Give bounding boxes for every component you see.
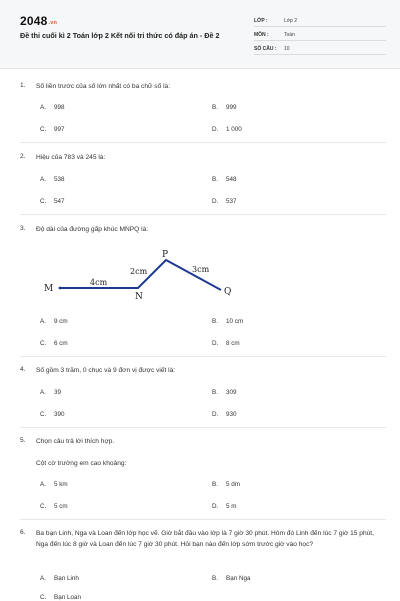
option-letter: D. [212, 340, 219, 347]
divider [20, 427, 386, 428]
option-letter: B. [212, 104, 218, 111]
q4-option-a[interactable] [40, 389, 61, 396]
logo-suffix: .vn [48, 20, 58, 26]
q1-option-d[interactable] [212, 126, 242, 133]
question-number: 4. [20, 366, 26, 373]
q1-option-b[interactable] [212, 104, 237, 111]
meta-class-label: LỚP : [254, 18, 268, 24]
question-number: 1. [20, 82, 26, 89]
option-letter: B. [212, 575, 218, 582]
question-number: 5. [20, 437, 26, 444]
label-pq-length: 3cm [192, 265, 210, 274]
option-text: Bạn Linh [54, 575, 79, 582]
option-letter: C. [40, 198, 47, 205]
option-text: 39 [54, 389, 62, 396]
question-text: Chọn câu trả lời thích hợp. [36, 438, 115, 445]
option-text: 548 [226, 176, 237, 183]
q3-option-d[interactable] [212, 340, 240, 347]
question-subtext: Cột cờ trường em cao khoảng: [36, 460, 127, 467]
meta-class [254, 15, 386, 27]
label-m: M [44, 284, 54, 294]
meta-class-value: Lớp 2 [284, 18, 298, 24]
option-letter: C. [40, 594, 47, 601]
option-letter: B. [212, 318, 218, 325]
option-letter: A. [40, 176, 46, 183]
option-letter: A. [40, 318, 46, 325]
option-letter: A. [40, 575, 46, 582]
polyline-figure [40, 246, 240, 306]
site-logo[interactable] [20, 14, 57, 28]
q5-option-d[interactable] [212, 503, 237, 510]
option-text: 999 [226, 104, 237, 111]
q6-option-b[interactable] [212, 575, 251, 582]
option-text: Bạn Loan [54, 594, 81, 601]
option-letter: C. [40, 503, 47, 510]
label-p: P [162, 250, 169, 260]
option-letter: B. [212, 176, 218, 183]
option-text: 5 m [226, 503, 237, 510]
meta-subject-value: Toán [284, 32, 295, 38]
meta-count-label: SỐ CÂU : [254, 46, 277, 52]
option-letter: A. [40, 389, 46, 396]
option-letter: D. [212, 411, 219, 418]
q1-option-c[interactable] [40, 126, 65, 133]
question-number: 6. [20, 529, 26, 536]
divider [20, 356, 386, 357]
q4-option-c[interactable] [40, 411, 65, 418]
question-text: Hiệu của 783 và 245 là: [36, 154, 106, 161]
exam-header [0, 0, 400, 69]
q3-option-b[interactable] [212, 318, 243, 325]
label-q: Q [224, 287, 232, 297]
option-letter: A. [40, 481, 46, 488]
q2-option-a[interactable] [40, 176, 65, 183]
label-mn-length: 4cm [90, 278, 108, 287]
meta-count [254, 43, 386, 55]
option-text: 9 cm [54, 318, 68, 325]
question-text: Ba bạn Linh, Nga và Loan đến lớp học vẽ. Giờ bắt đầu vào lớp là 7 giờ 30 phút. Hôm đó Linh đến lúc 7 giờ 15 phút, Nga đến lúc 8 giờ và Loan đến lúc 7 giờ 30 phút. Hỏi bạn nào đến lớp sớm trước giờ vào học? [36, 530, 374, 548]
option-text: 547 [54, 198, 65, 205]
option-text: 997 [54, 126, 65, 133]
logo-text: 2048 [20, 14, 48, 28]
option-text: 6 cm [54, 340, 68, 347]
q6-option-a[interactable] [40, 575, 79, 582]
option-letter: D. [212, 198, 219, 205]
option-letter: C. [40, 126, 47, 133]
q4-option-d[interactable] [212, 411, 237, 418]
option-text: Bạn Nga [226, 575, 251, 582]
question-number: 2. [20, 153, 26, 160]
q5-option-c[interactable] [40, 503, 68, 510]
exam-title: Đề thi cuối kì 2 Toán lớp 2 Kết nối tri thức có đáp án - Đề 2 [20, 31, 220, 40]
question-number: 3. [20, 225, 26, 232]
question-text: Số gồm 3 trăm, 0 chục và 9 đơn vị được viết là: [36, 367, 176, 374]
question-text: Độ dài của đường gấp khúc MNPQ là: [36, 226, 149, 233]
point-m [59, 287, 62, 290]
divider [20, 519, 386, 520]
q1-option-a[interactable] [40, 104, 65, 111]
option-text: 390 [54, 411, 65, 418]
q2-option-b[interactable] [212, 176, 237, 183]
q5-option-b[interactable] [212, 481, 240, 488]
exam-meta [254, 15, 386, 57]
meta-subject-label: MÔN : [254, 32, 269, 38]
divider [20, 214, 386, 215]
option-text: 5 dm [226, 481, 240, 488]
meta-count-value: 10 [284, 46, 290, 52]
q3-option-c[interactable] [40, 340, 68, 347]
option-letter: A. [40, 104, 46, 111]
label-n: N [135, 292, 143, 302]
option-letter: D. [212, 503, 219, 510]
divider [20, 142, 386, 143]
option-text: 538 [54, 176, 65, 183]
option-letter: C. [40, 411, 47, 418]
option-letter: D. [212, 126, 219, 133]
option-text: 998 [54, 104, 65, 111]
meta-subject [254, 29, 386, 41]
option-text: 5 cm [54, 503, 68, 510]
question-text: Số liền trước của số lớn nhất có ba chữ số là: [36, 83, 171, 90]
q2-option-d[interactable] [212, 198, 237, 205]
label-np-length: 2cm [130, 267, 148, 276]
option-text: 537 [226, 198, 237, 205]
q3-option-a[interactable] [40, 318, 68, 325]
q4-option-b[interactable] [212, 389, 237, 396]
option-letter: B. [212, 481, 218, 488]
option-letter: B. [212, 389, 218, 396]
option-text: 309 [226, 389, 237, 396]
option-text: 10 cm [226, 318, 244, 325]
option-text: 5 km [54, 481, 68, 488]
q5-option-a[interactable] [40, 481, 68, 488]
option-text: 930 [226, 411, 237, 418]
option-text: 1 000 [226, 126, 242, 133]
option-letter: C. [40, 340, 47, 347]
option-text: 8 cm [226, 340, 240, 347]
q2-option-c[interactable] [40, 198, 65, 205]
